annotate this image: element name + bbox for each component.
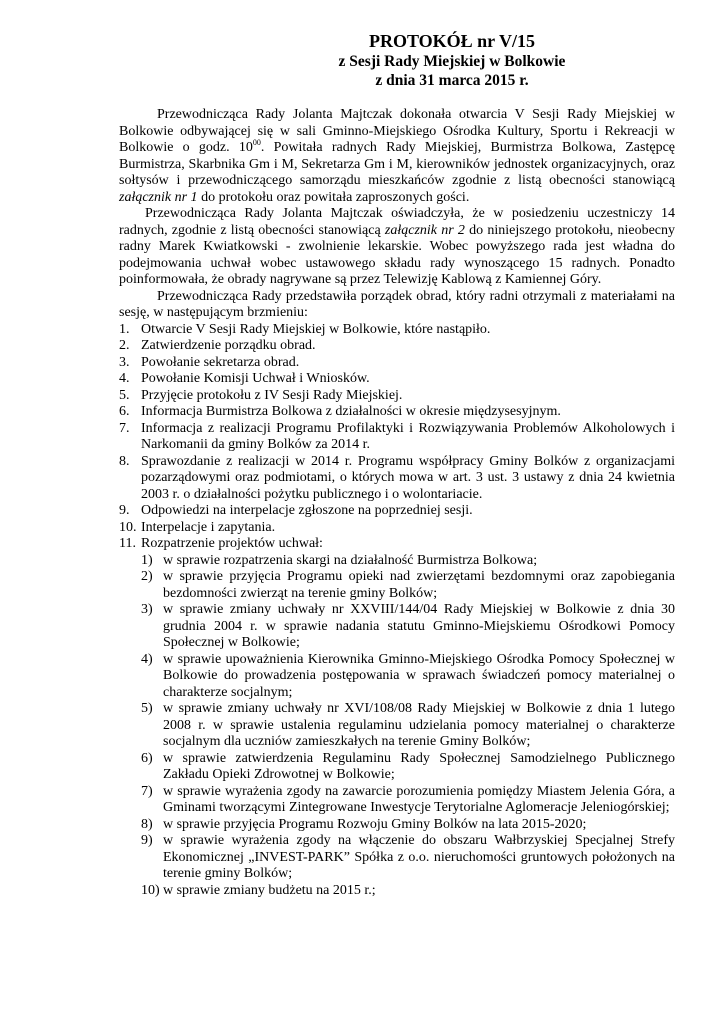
resolution-item xyxy=(141,553,675,570)
resolution-item-text: w sprawie rozpatrzenia skargi na działalność Burmistrza Bolkowa; xyxy=(163,552,538,568)
resolution-list xyxy=(141,553,675,900)
resolution-item-text: w sprawie wyrażenia zgody na zawarcie porozumienia pomiędzy Miastem Jelenia Góra, a Gminami tworzącymi Zintegrowane Inwestycje Terytorialne Aglomeracje Jeleniogórskiej; xyxy=(163,783,675,815)
document-subtitle: z Sesji Rady Miejskiej w Bolkowie xyxy=(338,53,566,70)
document-page xyxy=(119,30,675,899)
paragraph-quorum-text-2: do niniejszego protokołu, nieobecny radny Marek Kwiatkowski - zwolnienie lekarskie. Wobec powyższego rada jest władna do podejmowania uchwał wobec ustawowego składu rady wynoszącego 15 radnych. Ponadto poinformowała, że obrady nagrywane są przez Telewizję Kablową z Kamiennej Góry. xyxy=(119,222,675,287)
resolution-item xyxy=(141,701,675,751)
resolution-item-number: 7) xyxy=(141,783,153,799)
paragraph-opening-text-3: do protokołu oraz powitała zaproszonych gości. xyxy=(197,189,470,205)
agenda-item-number: 1. xyxy=(119,321,130,337)
agenda-item xyxy=(119,371,675,388)
time-superscript: 00 xyxy=(252,138,261,147)
paragraph-quorum-text: Przewodnicząca Rady Jolanta Majtczak oświadczyła, że w posiedzeniu uczestniczy 14 radnych, zgodnie z listą obecności stanowiącą xyxy=(119,206,675,238)
agenda-item-text: Powołanie sekretarza obrad. xyxy=(141,354,300,370)
agenda-item-number: 2. xyxy=(119,338,130,353)
resolution-item-text: w sprawie wyrażenia zgody na włączenie do obszaru Wałbrzyskiej Specjalnej Strefy Ekonomicznej „INVEST-PARK” Spółka z o.o. nieruchomości gruntowych położonych na terenie gminy Bolków; xyxy=(163,833,675,881)
resolution-item-number: 8) xyxy=(141,816,153,832)
agenda-item-number: 11. xyxy=(119,536,136,551)
agenda-item-text: Odpowiedzi na interpelacje zgłoszone na poprzedniej sesji. xyxy=(141,503,473,518)
resolution-item-text: w sprawie zmiany uchwały nr XVI/108/08 Rady Miejskiej w Bolkowie z dnia 1 lutego 2008 r. w sprawie ustalenia regulaminu udzielania pomocy materialnej o charakterze socjalnym dla uczniów zamieszkałych na terenie Gminy Bolków; xyxy=(163,701,675,749)
resolution-item-number: 10) xyxy=(141,882,160,898)
agenda-item-number: 10. xyxy=(119,519,137,535)
agenda-item xyxy=(119,388,675,405)
resolution-item xyxy=(141,833,675,883)
agenda-item-text: Rozpatrzenie projektów uchwał: xyxy=(141,536,323,551)
paragraph-quorum xyxy=(119,206,675,289)
resolution-item-number: 6) xyxy=(141,750,153,766)
agenda-item-text: Sprawozdanie z realizacji w 2014 r. Programu współpracy Gminy Bolków z organizacjami pozarządowymi oraz podmiotami, o których mowa w art. 3 ust. 3 ustawy z dnia 24 kwietnia 2003 r. o działalności pożytku publicznego i o wolontariacie. xyxy=(141,453,675,502)
resolution-item-text: w sprawie przyjęcia Programu opieki nad zwierzętami bezdomnymi oraz zapobiegania bezdomności zwierząt na terenie gminy Bolków; xyxy=(163,569,675,601)
title-block xyxy=(227,30,677,90)
resolution-item-text: w sprawie zmiany uchwały nr XXVIII/144/04 Rady Miejskiej w Bolkowie z dnia 30 grudnia 2004 r. w sprawie nadania statutu Gminno-Miejskiemu Ośrodkowi Pomocy Społecznej w Bolkowie; xyxy=(163,602,675,650)
agenda-item-number: 3. xyxy=(119,354,130,370)
paragraph-opening-text: Przewodnicząca Rady Jolanta Majtczak dokonała otwarcia V Sesji Rady Miejskiej w Bolkowie odbywającej się w sali Gminno-Miejskiego Ośrodka Kultury, Sportu i Rekreacji w Bolkowie o godz. 10 xyxy=(119,107,675,155)
document-title: PROTOKÓŁ nr V/15 xyxy=(368,31,536,51)
agenda-item-number: 8. xyxy=(119,453,130,469)
agenda-item-number: 4. xyxy=(119,371,130,386)
attachment-reference-1: załącznik nr 1 xyxy=(119,189,198,205)
agenda-item xyxy=(119,536,675,553)
agenda-item-text: Zatwierdzenie porządku obrad. xyxy=(141,338,316,353)
agenda-item-text: Informacja Burmistrza Bolkowa z działalności w okresie międzysesyjnym. xyxy=(141,404,561,419)
agenda-item-text: Informacja z realizacji Programu Profilaktyki i Rozwiązywania Problemów Alkoholowych i Narkomanii da gminy Bolków za 2014 r. xyxy=(141,420,675,452)
resolution-item-text: w sprawie zatwierdzenia Regulaminu Rady Społecznej Samodzielnego Publicznego Zakładu Opieki Zdrowotnej w Bolkowie; xyxy=(163,750,675,782)
agenda-item xyxy=(119,338,675,355)
agenda-item xyxy=(119,322,675,339)
agenda-list xyxy=(119,322,675,553)
resolution-item-number: 1) xyxy=(141,552,153,568)
paragraph-opening-text-2: . Powitała radnych Rady Miejskiej, Burmistrza Bolkowa, Zastępcę Burmistrza, Skarbnika Gm i M, Sekretarza Gm i M, kierowników jednostek organizacyjnych, oraz sołtysów i przewodniczącego samorządu mieszkańców zgodnie z listą obecności stanowiącą xyxy=(119,140,675,188)
agenda-item-number: 5. xyxy=(119,387,130,403)
agenda-item xyxy=(119,503,675,520)
resolution-item-text: w sprawie przyjęcia Programu Rozwoju Gminy Bolków na lata 2015-2020; xyxy=(163,816,587,832)
agenda-item-number: 6. xyxy=(119,404,130,419)
agenda-item-number: 7. xyxy=(119,420,130,436)
paragraph-opening xyxy=(119,107,675,206)
resolution-item xyxy=(141,883,675,900)
agenda-item xyxy=(119,520,675,537)
agenda-item-text: Interpelacje i zapytania. xyxy=(141,519,276,535)
resolution-item xyxy=(141,652,675,702)
title-spacer xyxy=(119,90,675,107)
resolution-item xyxy=(141,602,675,652)
resolution-item-number: 3) xyxy=(141,602,153,617)
resolution-item-number: 2) xyxy=(141,569,153,584)
agenda-item xyxy=(119,421,675,454)
agenda-item xyxy=(119,355,675,372)
agenda-item-text: Powołanie Komisji Uchwał i Wniosków. xyxy=(141,371,370,386)
agenda-item-text: Przyjęcie protokołu z IV Sesji Rady Miejskiej. xyxy=(141,387,403,403)
document-date: z dnia 31 marca 2015 r. xyxy=(375,72,529,89)
resolution-item-text: w sprawie zmiany budżetu na 2015 r.; xyxy=(163,882,376,898)
agenda-item-number: 9. xyxy=(119,503,130,518)
resolution-item-number: 4) xyxy=(141,651,153,667)
resolution-item-number: 9) xyxy=(141,833,153,848)
resolution-item-number: 5) xyxy=(141,701,153,716)
resolution-item xyxy=(141,817,675,834)
agenda-item xyxy=(119,404,675,421)
resolution-item-text: w sprawie upoważnienia Kierownika Gminno-Miejskiego Ośrodka Pomocy Społecznej w Bolkowie do prowadzenia postępowania w sprawach świadczeń pomocy materialnej o charakterze socjalnym; xyxy=(163,651,675,700)
paragraph-agenda-intro: Przewodnicząca Rady przedstawiła porządek obrad, który radni otrzymali z materiałami na sesję, w następującym brzmieniu: xyxy=(119,288,675,320)
attachment-reference-2: załącznik nr 2 xyxy=(384,222,465,238)
resolution-item xyxy=(141,569,675,602)
resolution-item xyxy=(141,751,675,784)
agenda-item-text: Otwarcie V Sesji Rady Miejskiej w Bolkowie, które nastąpiło. xyxy=(141,321,491,337)
resolution-item xyxy=(141,784,675,817)
agenda-item xyxy=(119,454,675,504)
